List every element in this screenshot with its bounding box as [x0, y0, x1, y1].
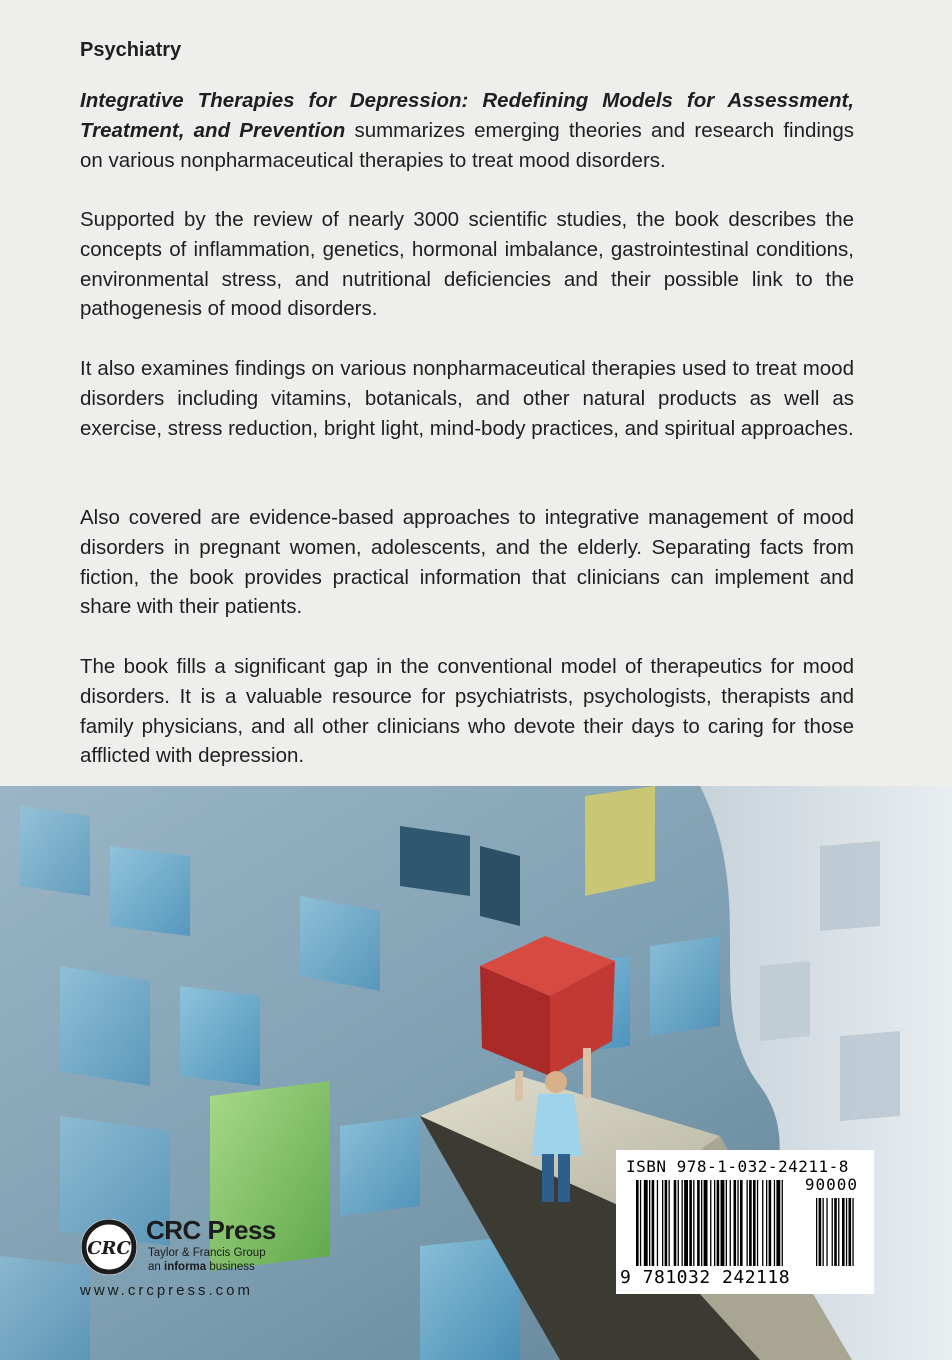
back-cover-text	[80, 0, 854, 786]
barcode-bar	[714, 1180, 715, 1266]
ean-number: 9 781032 242118	[620, 1267, 791, 1288]
intro-paragraph	[80, 86, 854, 175]
barcode-bar	[740, 1180, 743, 1266]
barcode-bar	[636, 1180, 639, 1266]
publisher-logo	[80, 1214, 300, 1304]
isbn-text: ISBN 978-1-032-24211-8	[626, 1157, 849, 1176]
intro-text: summarizes emerging theories and research findings on various nonpharmaceutical therapies to treat mood disorders.	[80, 118, 854, 172]
barcode-bar	[652, 1180, 655, 1266]
addon-bar	[819, 1198, 822, 1266]
barcode-bar	[665, 1180, 668, 1266]
barcode-bar	[766, 1180, 767, 1266]
barcode-bar	[697, 1180, 700, 1266]
barcode-bar	[757, 1180, 758, 1266]
crc-logo-icon	[80, 1218, 138, 1276]
addon-bar	[823, 1198, 824, 1266]
publisher-tagline: an informa business	[148, 1261, 255, 1273]
addon-bar	[826, 1198, 827, 1266]
barcode-bar	[782, 1180, 783, 1266]
barcode-bar	[776, 1180, 780, 1266]
paragraph-therapies: It also examines findings on various nonpharmaceutical therapies used to treat mood disorders including vitamins, botanicals, and other natural products as well as exercise, stress reduction, bright light, mind-body practices, and spiritual approaches.	[80, 357, 854, 440]
barcode-bar	[669, 1180, 670, 1266]
barcode-bar	[774, 1180, 775, 1266]
barcode-bar	[749, 1180, 752, 1266]
barcode-bar	[684, 1180, 688, 1266]
addon-bar	[834, 1198, 837, 1266]
addon-bar	[842, 1198, 845, 1266]
barcode-bar	[704, 1180, 708, 1266]
addon-bar	[816, 1198, 817, 1266]
barcode-bar	[674, 1180, 677, 1266]
barcode-bar	[734, 1180, 737, 1266]
publisher-url: www.crcpress.com	[80, 1282, 254, 1299]
publisher-name: CRC Press	[146, 1215, 276, 1245]
barcode-bar	[662, 1180, 663, 1266]
barcode-bar	[753, 1180, 756, 1266]
addon-bar	[852, 1198, 853, 1266]
barcode-bar	[721, 1180, 725, 1266]
barcode-bar	[730, 1180, 731, 1266]
price-addon: 90000	[804, 1175, 858, 1194]
paragraph-conclusion: The book fills a significant gap in the conventional model of therapeutics for mood disorders. It is a valuable resource for psychiatrists, psychologists, therapists and family physicians, and all other clinicians who devote their days to caring for those afflicted with depression.	[80, 655, 854, 768]
barcode-bar	[689, 1180, 692, 1266]
barcode-bar	[678, 1180, 679, 1266]
barcode-bar	[640, 1180, 641, 1266]
addon-bar	[849, 1198, 852, 1266]
barcode-bar	[747, 1180, 748, 1266]
barcode-bar	[726, 1180, 727, 1266]
paragraph-management: Also covered are evidence-based approaches to integrative management of mood disorders in pregnant women, adolescents, and the elderly. Separating facts from fiction, the book provides practical information that clinicians can implement and share with their patients.	[80, 506, 854, 619]
addon-bar	[832, 1198, 833, 1266]
barcode-bar	[762, 1180, 763, 1266]
barcode-bar	[682, 1180, 683, 1266]
publisher-group: Taylor & Francis Group	[148, 1247, 266, 1259]
book-title: Integrative Therapies for Depression: Redefining Models for Assessment, Treatment, and Prevention	[80, 89, 854, 142]
barcode-bar	[693, 1180, 694, 1266]
barcode-bar	[649, 1180, 650, 1266]
barcode-bars	[636, 1180, 866, 1268]
barcode-bar	[657, 1180, 658, 1266]
barcode-bar	[710, 1180, 711, 1266]
addon-bar	[838, 1198, 839, 1266]
category-label: Psychiatry	[80, 39, 182, 61]
barcode-bar	[769, 1180, 772, 1266]
barcode-bar	[717, 1180, 720, 1266]
isbn-barcode	[616, 1150, 874, 1294]
barcode-bar	[737, 1180, 738, 1266]
barcode-bar	[701, 1180, 702, 1266]
paragraph-studies: Supported by the review of nearly 3000 scientific studies, the book describes the concepts of inflammation, genetics, hormonal imbalance, gastrointestinal conditions, environmental stress, and nutritional deficiencies and their possible link to the pathogenesis of mood disorders.	[80, 208, 854, 321]
addon-bar	[846, 1198, 847, 1266]
barcode-bar	[644, 1180, 648, 1266]
logo-letters: CRC	[87, 1238, 131, 1259]
